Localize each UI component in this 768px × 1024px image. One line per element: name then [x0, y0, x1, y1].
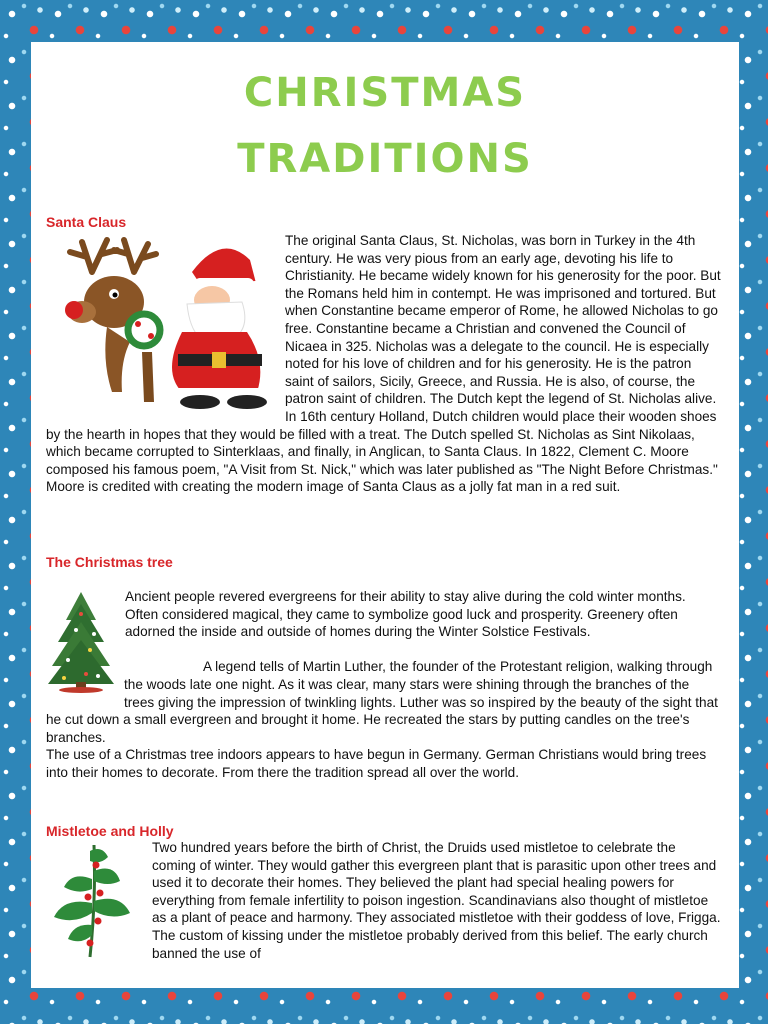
holly-illustration — [50, 841, 138, 959]
page-title — [31, 60, 739, 192]
section-heading-santa-claus: Santa Claus — [46, 214, 127, 230]
christmas-tree-paragraph-1: Ancient people revered evergreens for their ability to stay alive during the cold winter months. Often considered magical, they came to symbolize good luck and prosperity. Greenery often adorned the inside and outside of homes during the Winter Solstice Festivals. — [125, 589, 686, 640]
christmas-tree-illustration — [46, 590, 116, 694]
santa-claus-paragraph-1: The original Santa Claus, St. Nicholas, was born in Turkey in the 4th century. He was very pious from an early age, devoting his life to Christianity. He became widely known for his generosity for the poor. But the Romans held him in contempt. He was imprisoned and tortured. But when Constantine became emperor of Rome, he allowed Nicholas to go free. Constantine became a Christian and convened the Council of Nicaea in 325. Nicholas was a delegate to the council. He is especially noted for his love of children and for his generosity. He is the patron saint of sailors, Sicily, Greece, and Russia. He is also, of course, the patron saint of children. The Dutch kept the legend of St. Nicholas alive. In 16th century Holland, Dutch children would place their wooden shoes by the hearth in hopes that they would be filled with a treat. The Dutch spelled St. Nicholas as Sint Nikolaas, which became corrupted to Sinterklaas, and finally, in Anglican, to Santa Claus. In 1822, Clement C. Moore composed his famous poem, "A Visit from St. Nick," which was later published as "The Night Before Christmas." Moore is credited with creating the modern image of Santa Claus as a jolly fat man in a red suit. — [46, 233, 721, 495]
document-page — [31, 42, 739, 988]
christmas-tree-paragraph-3: The use of a Christmas tree indoors appears to have begun in Germany. German Christians would bring trees into their homes to decorate. From there the tradition spread all over the world. — [46, 747, 707, 780]
section-heading-mistletoe-holly: Mistletoe and Holly — [46, 823, 174, 839]
title-line-2: TRADITIONS — [237, 136, 533, 182]
mistletoe-holly-paragraph-1: Two hundred years before the birth of Christ, the Druids used mistletoe to celebrate the coming of winter. They would gather this evergreen plant that is parasitic upon other trees and used it to decorate their homes. They believed the plant had special healing powers for everything from female infertility to poison ingestion. Scandinavians also thought of mistletoe as a plant of peace and harmony. They associated mistletoe with their goddess of love, Frigga. The custom of kissing under the mistletoe probably derived from this belief. The early church banned the use of — [152, 840, 721, 961]
section-body-christmas-tree — [46, 588, 722, 782]
christmas-tree-paragraph-2: A legend tells of Martin Luther, the founder of the Protestant religion, walking through the woods late one night. As it was clear, many stars were shining through the branches of the trees giving the impression of twinkling lights. Luther was so inspired by the beauty of the sight that he cut down a small evergreen and brought it home. He recreated the stars by putting candles on the tree's branches. — [46, 659, 718, 745]
santa-reindeer-illustration — [52, 232, 275, 410]
section-body-mistletoe-holly — [46, 839, 722, 962]
title-line-1: CHRISTMAS — [243, 70, 527, 116]
section-body-santa-claus — [46, 232, 722, 496]
section-heading-christmas-tree: The Christmas tree — [46, 554, 173, 570]
